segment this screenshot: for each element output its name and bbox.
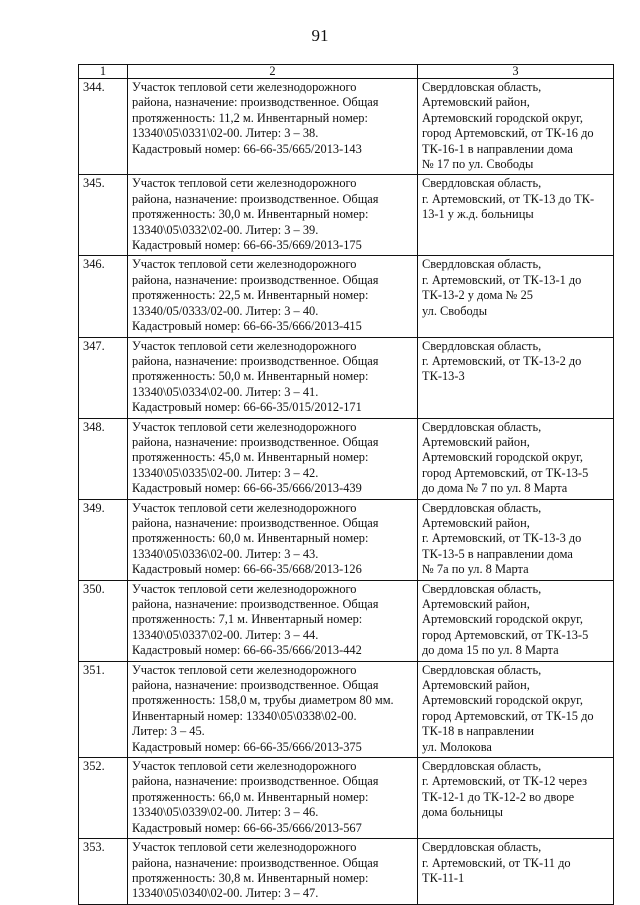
location-line: Артемовский район, (422, 678, 530, 693)
location-line: Артемовский городской округ, (422, 110, 583, 125)
location-line: город Артемовский, от ТК-13-5 (422, 465, 589, 480)
table-row (79, 580, 614, 661)
location-line: Свердловская область, (422, 257, 542, 272)
description-line: Участок тепловой сети железнодорожного (132, 419, 357, 434)
location-line: Артемовский городской округ, (422, 693, 583, 708)
row-number: 350. (79, 580, 128, 661)
description-line: района, назначение: производственное. Общая (132, 272, 379, 287)
location-line: ТК-11-1 (422, 870, 465, 885)
description-line: протяженность: 45,0 м. Инвентарный номер: (132, 450, 369, 465)
description-line: протяженность: 50,0 м. Инвентарный номер: (132, 369, 369, 384)
location-line: ТК-12-1 до ТК-12-2 во дворе (422, 789, 575, 804)
row-number: 349. (79, 499, 128, 580)
location-line: Артемовский район, (422, 597, 530, 611)
description-line: протяженность: 30,0 м. Инвентарный номер: (132, 207, 369, 222)
row-number: 345. (79, 175, 128, 256)
description-line: 13340\05\0334\02-00. Литер: 3 – 41. (132, 384, 319, 399)
location-line: ТК-13-2 у дома № 25 (422, 288, 533, 303)
location-line: г. Артемовский, от ТК-13 до ТК- (422, 191, 595, 206)
location-line: ТК-13-3 (422, 369, 465, 384)
object-description (128, 256, 418, 337)
object-location (418, 499, 614, 580)
location-line: № 7а по ул. 8 Марта (422, 562, 529, 577)
object-location (418, 256, 614, 337)
column-header-1: 1 (79, 65, 128, 79)
description-line: 13340/05/0333/02-00. Литер: 3 – 40. (132, 303, 319, 318)
description-line: протяженность: 7,1 м. Инвентарный номер: (132, 612, 363, 627)
description-line: 13340\05\0339\02-00. Литер: 3 – 46. (132, 805, 319, 820)
row-number: 351. (79, 661, 128, 757)
location-line: Свердловская область, (422, 662, 542, 677)
object-description (128, 175, 418, 256)
description-line: 13340\05\0332\02-00. Литер: 3 – 39. (132, 222, 319, 237)
location-line: Артемовский городской округ, (422, 450, 583, 465)
object-location (418, 175, 614, 256)
column-number-row (79, 65, 614, 79)
location-line: Свердловская область, (422, 840, 542, 855)
row-number: 348. (79, 418, 128, 499)
location-line: ул. Свободы (422, 303, 488, 318)
location-line: 13-1 у ж.д. больницы (422, 207, 534, 222)
location-line: ул. Молокова (422, 739, 492, 754)
description-line: района, назначение: производственное. Общая (132, 434, 379, 449)
object-location (418, 758, 614, 839)
description-line: Кадастровый номер: 66-66-35/668/2013-126 (132, 562, 362, 577)
description-line: района, назначение: производственное. Общая (132, 95, 379, 110)
location-line: Артемовский район, (422, 95, 530, 110)
object-location (418, 79, 614, 175)
table-row (79, 758, 614, 839)
table-row (79, 839, 614, 905)
location-line: г. Артемовский, от ТК-12 через (422, 774, 588, 789)
description-line: Кадастровый номер: 66-66-35/666/2013-375 (132, 739, 362, 754)
location-line: город Артемовский, от ТК-13-5 (422, 627, 589, 642)
object-description (128, 79, 418, 175)
location-line: г. Артемовский, от ТК-13-1 до (422, 272, 582, 287)
table-row (79, 418, 614, 499)
row-number: 344. (79, 79, 128, 175)
location-line: Свердловская область, (422, 500, 542, 515)
description-line: Участок тепловой сети железнодорожного (132, 257, 357, 272)
object-location (418, 580, 614, 661)
description-line: 13340\05\0335\02-00. Литер: 3 – 42. (132, 465, 319, 480)
description-line: Участок тепловой сети железнодорожного (132, 338, 357, 353)
table-row (79, 175, 614, 256)
description-line: Участок тепловой сети железнодорожного (132, 581, 357, 596)
description-line: 13340\05\0336\02-00. Литер: 3 – 43. (132, 546, 319, 561)
location-line: Свердловская область, (422, 80, 542, 94)
description-line: района, назначение: производственное. Общая (132, 597, 379, 611)
location-line: Свердловская область, (422, 338, 542, 353)
location-line: Свердловская область, (422, 759, 542, 774)
description-line: Участок тепловой сети железнодорожного (132, 176, 357, 191)
description-line: Кадастровый номер: 66-66-35/666/2013-439 (132, 481, 362, 496)
location-line: до дома 15 по ул. 8 Марта (422, 643, 559, 658)
location-line: Артемовский район, (422, 434, 530, 449)
location-line: город Артемовский, от ТК-15 до (422, 708, 594, 723)
location-line: Свердловская область, (422, 176, 542, 191)
description-line: Кадастровый номер: 66-66-35/669/2013-175 (132, 238, 362, 253)
object-location (418, 839, 614, 905)
description-line: Участок тепловой сети железнодорожного (132, 500, 357, 515)
description-line: протяженность: 158,0 м, трубы диаметром 80 мм. (132, 693, 394, 708)
object-description (128, 499, 418, 580)
object-description (128, 337, 418, 418)
description-line: Кадастровый номер: 66-66-35/665/2013-143 (132, 141, 362, 156)
description-line: района, назначение: производственное. Общая (132, 353, 379, 368)
location-line: г. Артемовский, от ТК-11 до (422, 855, 571, 870)
location-line: город Артемовский, от ТК-16 до (422, 126, 594, 141)
description-line: 13340\05\0340\02-00. Литер: 3 – 47. (132, 886, 319, 901)
location-line: г. Артемовский, от ТК-13-2 до (422, 353, 582, 368)
description-line: района, назначение: производственное. Общая (132, 515, 379, 530)
description-line: района, назначение: производственное. Общая (132, 678, 379, 693)
description-line: района, назначение: производственное. Общая (132, 191, 379, 206)
location-line: ТК-13-5 в направлении дома (422, 546, 573, 561)
object-description (128, 839, 418, 905)
object-location (418, 661, 614, 757)
column-header-3: 3 (418, 65, 614, 79)
object-description (128, 661, 418, 757)
location-line: Свердловская область, (422, 419, 542, 434)
table-row (79, 337, 614, 418)
location-line: дома больницы (422, 805, 504, 820)
description-line: Инвентарный номер: 13340\05\0338\02-00. (132, 708, 357, 723)
description-line: Кадастровый номер: 66-66-35/666/2013-415 (132, 319, 362, 334)
description-line: Участок тепловой сети железнодорожного (132, 662, 357, 677)
description-line: района, назначение: производственное. Общая (132, 774, 379, 789)
object-description (128, 418, 418, 499)
row-number: 353. (79, 839, 128, 905)
table-row (79, 661, 614, 757)
table-row (79, 256, 614, 337)
page-number: 91 (311, 26, 329, 45)
location-line: Артемовский район, (422, 515, 530, 530)
description-line: Участок тепловой сети железнодорожного (132, 80, 357, 94)
location-line: г. Артемовский, от ТК-13-3 до (422, 531, 582, 546)
description-line: Участок тепловой сети железнодорожного (132, 840, 357, 855)
object-description (128, 580, 418, 661)
description-line: Участок тепловой сети железнодорожного (132, 759, 357, 774)
location-line: ТК-16-1 в направлении дома (422, 141, 573, 156)
object-location (418, 337, 614, 418)
row-number: 347. (79, 337, 128, 418)
description-line: Кадастровый номер: 66-66-35/666/2013-567 (132, 820, 362, 835)
table-row (79, 79, 614, 175)
location-line: до дома № 7 по ул. 8 Марта (422, 481, 568, 496)
row-number: 352. (79, 758, 128, 839)
description-line: района, назначение: производственное. Общая (132, 855, 379, 870)
column-header-2: 2 (128, 65, 418, 79)
description-line: протяженность: 30,8 м. Инвентарный номер: (132, 870, 369, 885)
location-line: Свердловская область, (422, 581, 542, 596)
description-line: протяженность: 60,0 м. Инвентарный номер: (132, 531, 369, 546)
location-line: № 17 по ул. Свободы (422, 157, 534, 172)
description-line: Кадастровый номер: 66-66-35/015/2012-171 (132, 400, 362, 415)
object-location (418, 418, 614, 499)
table-row (79, 499, 614, 580)
description-line: протяженность: 11,2 м. Инвентарный номер: (132, 110, 368, 125)
location-line: Артемовский городской округ, (422, 612, 583, 627)
description-line: 13340\05\0331\02-00. Литер: 3 – 38. (132, 126, 319, 141)
object-description (128, 758, 418, 839)
description-line: 13340\05\0337\02-00. Литер: 3 – 44. (132, 627, 319, 642)
description-line: Кадастровый номер: 66-66-35/666/2013-442 (132, 643, 362, 658)
register-body (79, 79, 614, 905)
location-line: ТК-18 в направлении (422, 724, 534, 739)
description-line: протяженность: 22,5 м. Инвентарный номер: (132, 288, 369, 303)
property-register-table (78, 64, 614, 905)
row-number: 346. (79, 256, 128, 337)
description-line: протяженность: 66,0 м. Инвентарный номер: (132, 789, 369, 804)
description-line: Литер: 3 – 45. (132, 724, 205, 739)
